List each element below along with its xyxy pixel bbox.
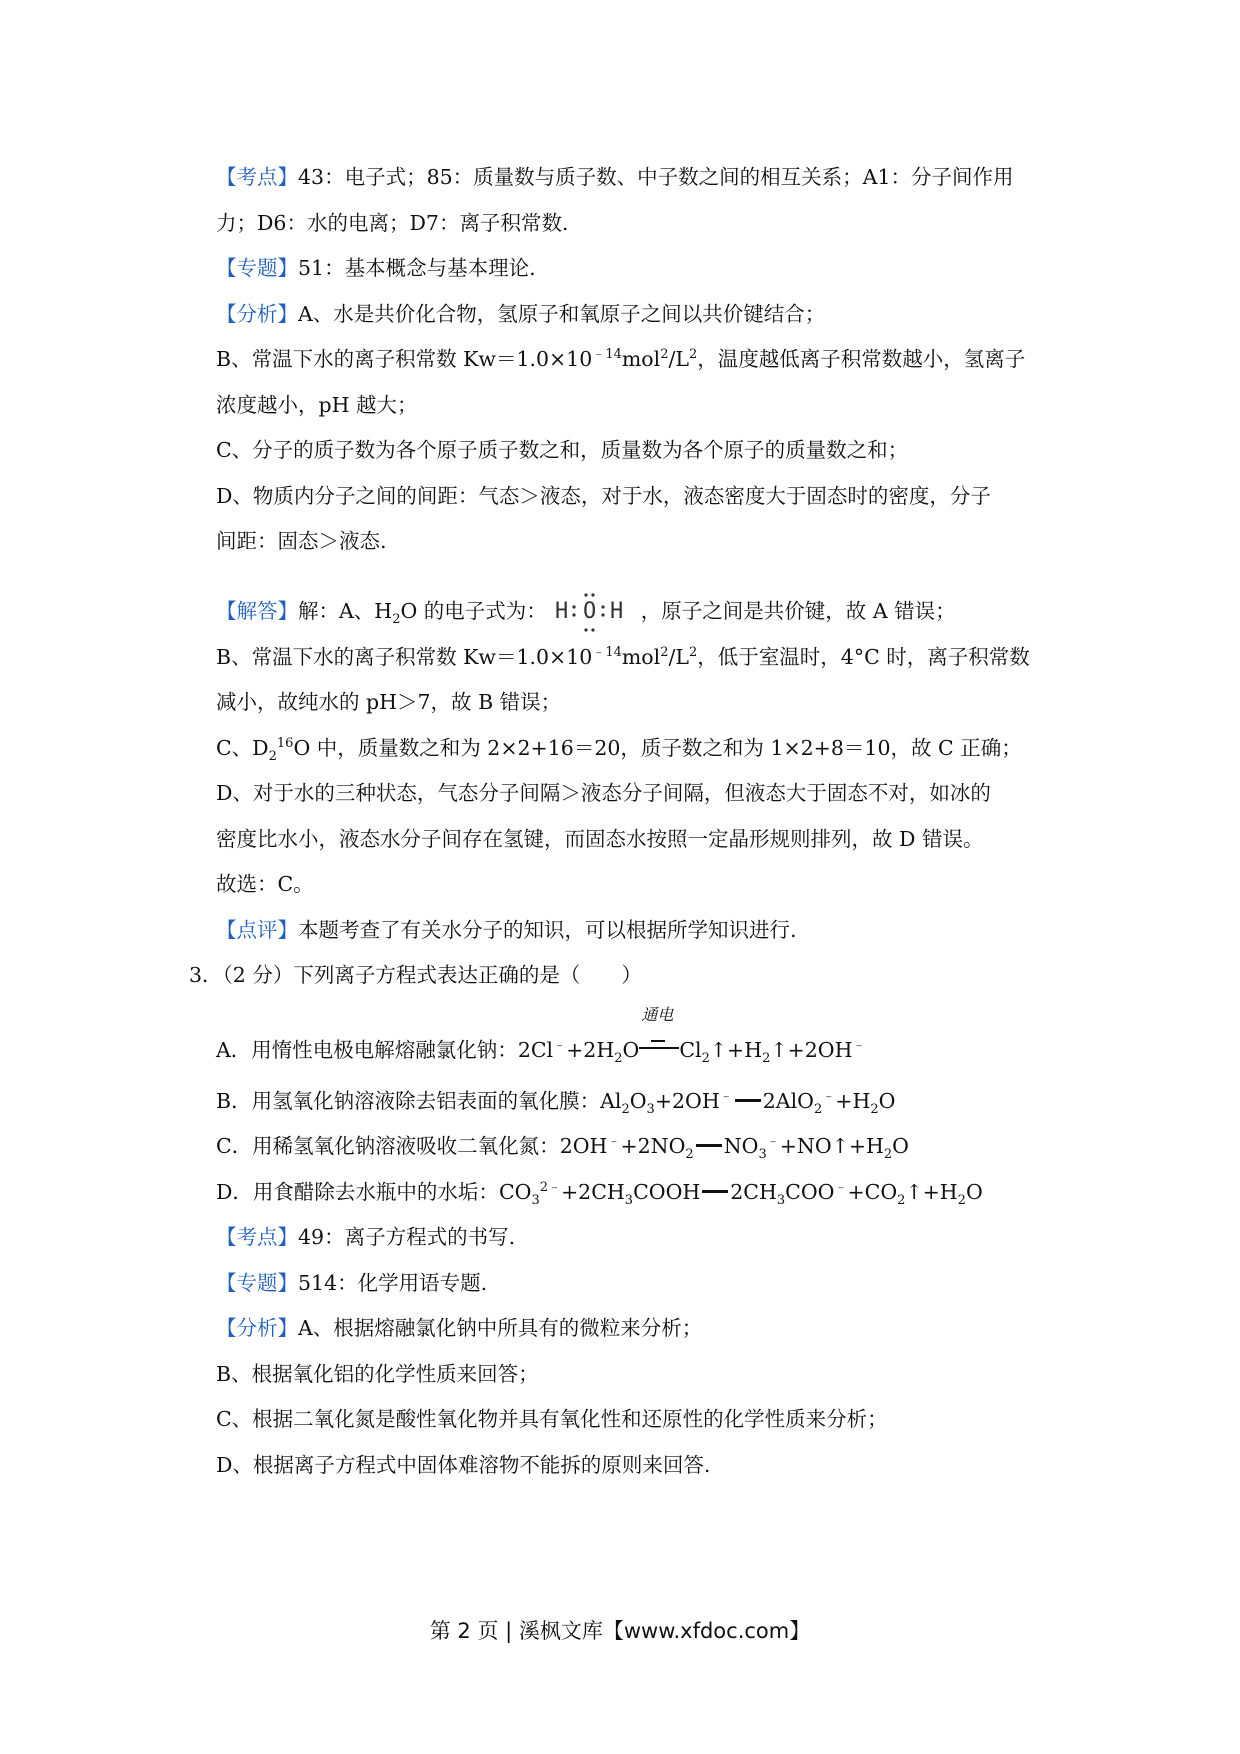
fenxi2-c: C、根据二氧化氮是酸性氧化物并具有氧化性和还原性的化学性质来分析； [216, 1407, 888, 1431]
kaodian-line-2 [216, 201, 1056, 247]
equals-dash [702, 1190, 728, 1193]
jieda-tag: 【解答】 [216, 599, 298, 623]
eq-d-p5: COO [785, 1179, 835, 1204]
jieda-b-unit: mol [621, 644, 661, 669]
eq-d-s3: 3 [776, 1192, 786, 1208]
eq-a-p3: O [622, 1038, 640, 1062]
jieda-line-a [216, 565, 1056, 635]
fenxi-line-a [216, 292, 1056, 338]
fenxi2-line-a [216, 1306, 1056, 1352]
question-3-stem-text: 3．（2 分）下列离子方程式表达正确的是（ ） [189, 963, 642, 987]
eq-b-s4: 2 [870, 1101, 879, 1117]
jieda-b2: 减小，故纯水的 pH＞7，故 B 错误； [216, 690, 562, 714]
eq-b-p3: +2OH [654, 1088, 720, 1113]
jieda-choose: 故选：C。 [216, 872, 314, 896]
kaodian2-text: 49：离子方程式的书写. [298, 1225, 516, 1249]
eq-c-p2: +2NO [620, 1134, 686, 1158]
eq-c-p5: O [892, 1134, 909, 1158]
equals-dash [696, 1144, 722, 1147]
kaodian2-line [216, 1215, 1056, 1261]
jieda-b-pre: B、常温下水的离子积常数 Kw＝1.0×10 [216, 644, 593, 669]
eq-b-p6: O [878, 1088, 896, 1113]
option-d [216, 1170, 1056, 1216]
fenxi-tag: 【分析】 [216, 301, 298, 326]
eq-d-m1: ﹣ [834, 1179, 848, 1195]
document-body [189, 155, 1056, 1488]
option-a [216, 999, 1056, 1079]
fenxi-b-post: ，温度越低离子积常数越小，氢离子 [697, 347, 1026, 371]
eq-c-s3: 2 [883, 1147, 893, 1163]
eq-b-p2: O [629, 1088, 647, 1113]
dianping-line [216, 908, 1056, 954]
zhuanti-line [216, 246, 1056, 292]
eq-c-s2: 3 [758, 1147, 767, 1163]
eq-a-p1: 2Cl [517, 1038, 554, 1062]
fenxi2-line-c [216, 1397, 1056, 1443]
eq-d-p2: +2CH [561, 1179, 625, 1204]
eq-a-s3: 2 [762, 1051, 771, 1067]
fenxi2-b: B、根据氧化铝的化学性质来回答； [216, 1361, 539, 1386]
kaodian2-tag: 【考点】 [216, 1225, 298, 1249]
fenxi2-line-d [216, 1443, 1056, 1489]
option-a-label: A．用惰性电极电解熔融氯化钠： [216, 1038, 518, 1062]
kaodian-tag: 【考点】 [216, 165, 298, 189]
jieda-line-d1 [216, 771, 1056, 817]
fenxi-d2: 间距：固态＞液态. [216, 529, 387, 553]
eq-a-p6: ↑+2OH [770, 1038, 853, 1062]
eq-c-p1: 2OH [559, 1134, 608, 1158]
jieda-c-pre: C、D [216, 735, 269, 760]
lewis-h2: H [609, 599, 624, 624]
jieda-a-pre: 解：A、H [298, 599, 393, 623]
jieda-b-post: ，低于室温时，4°C 时，离子积常数 [697, 644, 1030, 669]
fenxi-a: A、水是共价化合物，氢原子和氧原子之间以共价键结合； [298, 301, 826, 326]
lewis-o: O [582, 599, 597, 624]
eq-b-m2: ﹣ [822, 1088, 836, 1104]
eq-b-s3: 2 [813, 1101, 823, 1117]
option-d-label: D．用食醋除去水瓶中的水垢： [216, 1179, 499, 1204]
fenxi-b-sq1: 2 [660, 347, 669, 363]
fenxi-b-sq2: 2 [689, 347, 698, 363]
fenxi-b2: 浓度越小，pH 越大； [216, 392, 418, 417]
eq-a-m2: ﹣ [852, 1038, 866, 1054]
eq-a-m1: ﹣ [553, 1038, 567, 1054]
zhuanti2-line [216, 1261, 1056, 1307]
eq-d-p8: O [965, 1179, 983, 1204]
eq-a-s1: 2 [614, 1051, 623, 1067]
jieda-d1: D、对于水的三种状态，气态分子间隔＞液态分子间隔，但液态大于固态不对，如冰的 [216, 781, 991, 805]
eq-b-p4: 2AlO [762, 1088, 814, 1113]
eq-d-p1: CO [498, 1179, 532, 1204]
kaodian-text-cont: 力；D6：水的电离；D7：离子积常数. [216, 210, 569, 235]
kaodian-line-1 [216, 155, 1056, 201]
zhuanti-text: 51：基本概念与基本理论. [298, 256, 536, 280]
kaodian-text: 43：电子式；85：质量数与质子数、中子数之间的相互关系；A1：分子间作用 [298, 165, 1014, 189]
zhuanti-tag: 【专题】 [216, 256, 298, 280]
fenxi-line-b2 [216, 383, 1056, 429]
fenxi-line-d1 [216, 474, 1056, 520]
eq-d-s1: 3 [531, 1192, 540, 1208]
eq-b-s1: 2 [621, 1101, 630, 1117]
eq-d-p7: ↑+H [905, 1179, 958, 1204]
lewis-h1: H [554, 599, 569, 624]
fenxi-b-l: /L [668, 347, 690, 371]
jieda-b-exp: ﹣14 [592, 644, 622, 660]
jieda-line-b [216, 635, 1056, 681]
eq-a-p4: Cl [679, 1038, 702, 1062]
jieda-line-d2 [216, 817, 1056, 863]
eq-c-m2: ﹣ [766, 1134, 780, 1150]
fenxi-d1: D、物质内分子之间的间距：气态＞液态，对于水，液态密度大于固态时的密度，分子 [216, 483, 991, 508]
eq-b-m1: ﹣ [719, 1088, 733, 1104]
eq-a-s2: 2 [701, 1051, 710, 1067]
jieda-b-l: /L [668, 644, 690, 669]
jieda-line-b2 [216, 680, 1056, 726]
jieda-c-sup: 16 [276, 735, 294, 751]
eq-d-p3: COOH [633, 1179, 701, 1204]
jieda-line-c [216, 726, 1056, 772]
option-b [216, 1079, 1056, 1125]
eq-a-p5: ↑+H [709, 1038, 763, 1062]
eq-c-s1: 2 [685, 1147, 694, 1163]
option-b-label: B．用氢氧化钠溶液除去铝表面的氧化膜： [216, 1088, 601, 1113]
zhuanti2-text: 514：化学用语专题. [298, 1270, 488, 1295]
fenxi-line-d2 [216, 519, 1056, 565]
jieda-b-sq2: 2 [689, 644, 698, 660]
eq-c-m1: ﹣ [607, 1134, 621, 1150]
eq-c-p4: +NO↑+H [779, 1134, 884, 1158]
dianping-tag: 【点评】 [216, 917, 298, 942]
fenxi-b-pre: B、常温下水的离子积常数 Kw＝1.0×10 [216, 347, 593, 371]
jieda-c-post: O 中，质量数之和为 2×2+16＝20，质子数之和为 1×2+8＝10，故 C 正确； [293, 735, 1022, 760]
jieda-c-sub: 2 [268, 748, 277, 764]
equals-dash [735, 1099, 761, 1102]
fenxi2-d: D、根据离子方程式中固体难溶物不能拆的原则来回答. [216, 1452, 711, 1477]
eq-d-p6: +CO [847, 1179, 898, 1204]
jieda-a-post: ，原子之间是共价键，故 A 错误； [640, 599, 956, 623]
jieda-b-sq1: 2 [660, 644, 669, 660]
option-c [216, 1124, 1056, 1170]
fenxi-b-unit: mol [621, 347, 661, 371]
electrolysis-label: 通电 [641, 1005, 674, 1024]
jieda-a-mid: O 的电子式为： [400, 599, 547, 623]
eq-b-p1: Al [600, 1088, 622, 1113]
zhuanti2-tag: 【专题】 [216, 1270, 298, 1295]
fenxi-line-b [216, 337, 1056, 383]
question-3-stem [189, 953, 1056, 999]
water-lewis-structure [553, 592, 635, 636]
fenxi2-a: A、根据熔融氯化钠中所具有的微粒来分析； [298, 1316, 703, 1340]
eq-d-s4: 2 [897, 1192, 906, 1208]
eq-d-p4: 2CH [730, 1179, 777, 1204]
electrolysis-condition [639, 1005, 679, 1057]
fenxi-b-exp: ﹣14 [592, 347, 622, 363]
dianping-text: 本题考查了有关水分子的知识，可以根据所学知识进行. [298, 917, 797, 942]
jieda-a-sub: 2 [392, 612, 401, 628]
eq-d-c1: 2﹣ [539, 1179, 561, 1195]
jieda-d2: 密度比水小，液态水分子间存在氢键，而固态水按照一定晶形规则排列，故 D 错误。 [216, 826, 984, 851]
fenxi2-line-b [216, 1352, 1056, 1398]
eq-b-p5: +H [835, 1088, 871, 1113]
fenxi2-tag: 【分析】 [216, 1316, 298, 1340]
eq-b-s2: 3 [646, 1101, 655, 1117]
jieda-line-choose [216, 862, 1056, 908]
fenxi-c: C、分子的质子数为各个原子质子数之和，质量数为各个原子的质量数之和； [216, 438, 909, 462]
fenxi-line-c [216, 428, 1056, 474]
eq-c-p3: NO [723, 1134, 759, 1158]
eq-d-s5: 2 [957, 1192, 966, 1208]
eq-d-s2: 3 [624, 1192, 634, 1208]
eq-a-p2: +2H [566, 1038, 615, 1062]
option-c-label: C．用稀氢氧化钠溶液吸收二氧化氮： [216, 1134, 560, 1158]
page-footer: 第 2 页 | 溪枫文库【www.xfdoc.com】 [429, 1619, 811, 1643]
